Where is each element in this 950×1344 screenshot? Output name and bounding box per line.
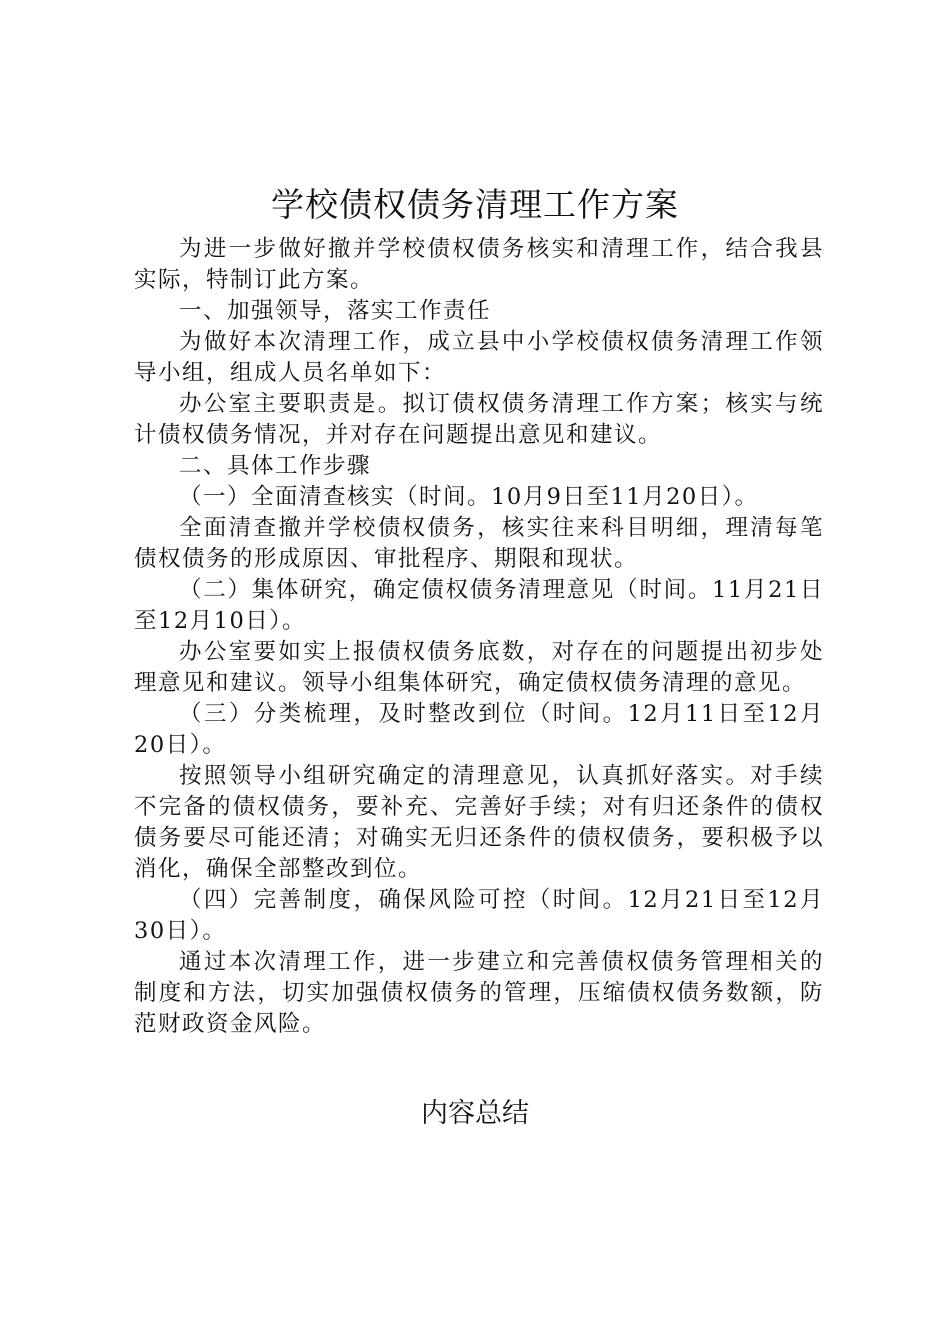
document-title: 学校债权债务清理工作方案 [271, 185, 679, 224]
paragraph-leading-group: 为做好本次清理工作，成立县中小学校债权债务清理工作领导小组，组成人员名单如下： [134, 329, 824, 386]
paragraph-office-duties: 办公室主要职责是。拟订债权债务清理工作方案；核实与统计债权债务情况，并对存在问题提出意见和建议。 [134, 391, 824, 448]
paragraph-intro: 为进一步做好撤并学校债权债务核实和清理工作，结合我县实际，特制订此方案。 [134, 236, 824, 293]
step-body-1: 全面清查撤并学校债权债务，核实往来科目明细，理清每笔债权债务的形成原因、审批程序、期限和现状。 [134, 515, 824, 572]
step-heading-4: （四）完善制度，确保风险可控（时间。12月21日至12月30日）。 [134, 887, 824, 944]
step-heading-3: （三）分类梳理，及时整改到位（时间。12月11日至12月20日）。 [134, 701, 824, 758]
step-body-2: 办公室要如实上报债权债务底数，对存在的问题提出初步处理意见和建议。领导小组集体研究，确定债权债务清理的意见。 [134, 639, 824, 696]
step-heading-2: （二）集体研究，确定债权债务清理意见（时间。11月21日至12月10日）。 [134, 577, 824, 634]
summary-heading: 内容总结 [421, 1098, 529, 1129]
section-heading-2: 二、具体工作步骤 [179, 453, 372, 479]
section-heading-1: 一、加强领导，落实工作责任 [179, 298, 492, 324]
document-body [134, 234, 824, 1040]
step-heading-1: （一）全面清查核实（时间。10月9日至11月20日）。 [179, 484, 759, 510]
step-body-4: 通过本次清理工作，进一步建立和完善债权债务管理相关的制度和方法，切实加强债权债务的管理，压缩债权债务数额，防范财政资金风险。 [134, 949, 824, 1037]
step-body-3: 按照领导小组研究确定的清理意见，认真抓好落实。对手续不完备的债权债务，要补充、完善好手续；对有归还条件的债权债务要尽可能还清；对确实无归还条件的债权债务，要积极予以消化，确保全部整改到位。 [134, 763, 824, 882]
